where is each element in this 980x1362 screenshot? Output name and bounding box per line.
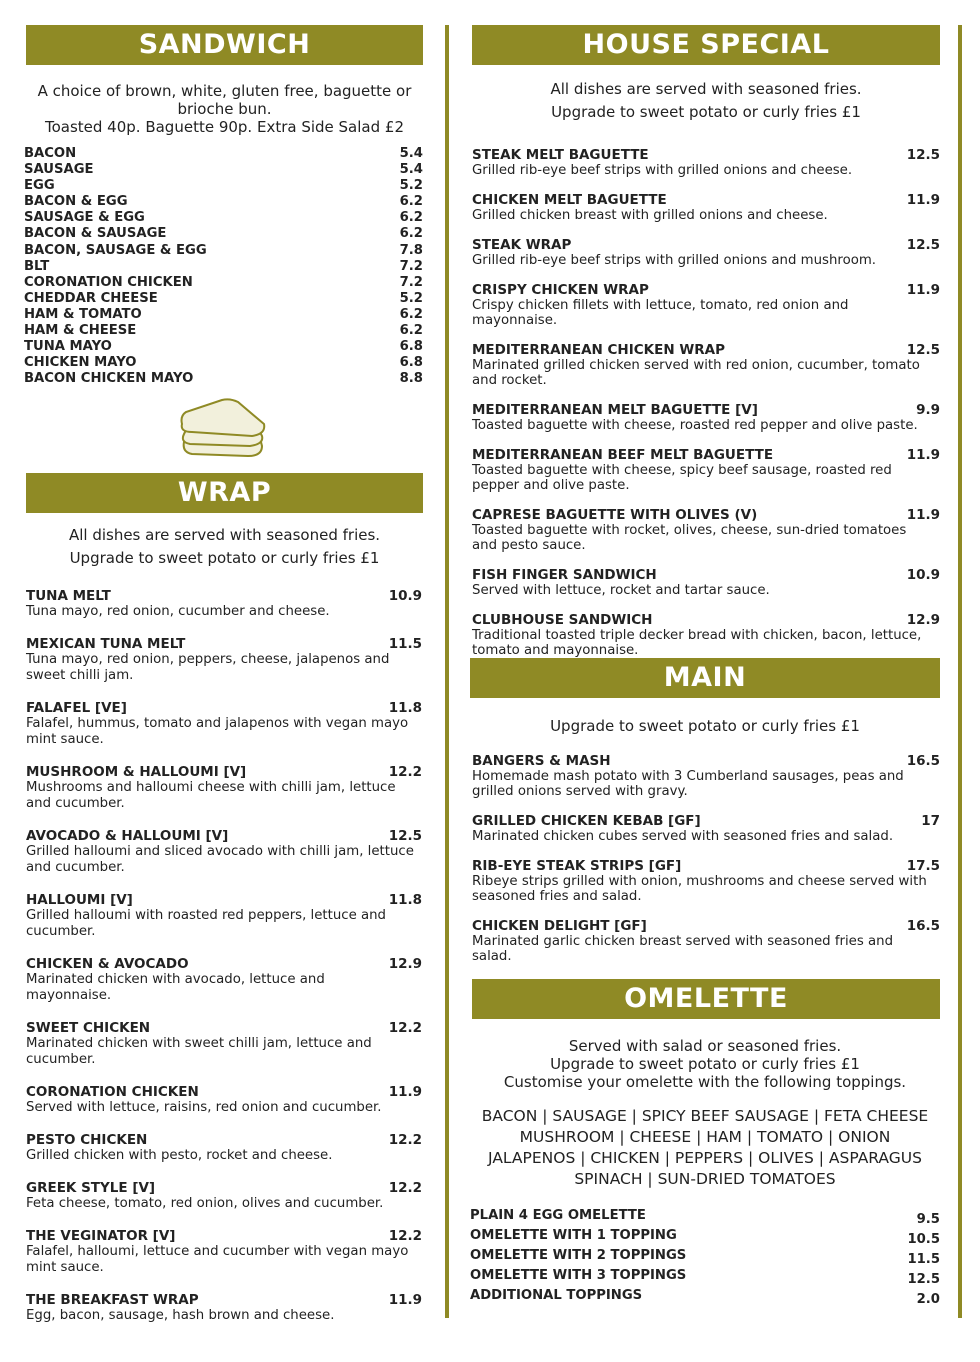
item-name: PESTO CHICKEN: [26, 1132, 148, 1148]
item-name: MEXICAN TUNA MELT: [26, 636, 186, 652]
item-title-row: [472, 814, 940, 829]
house-special-header: HOUSE SPECIAL: [472, 25, 940, 65]
menu-item: [26, 1020, 422, 1068]
item-price: 10.9: [906, 567, 940, 583]
item-description: Grilled halloumi with roasted red peppers, lettuce and cucumber.: [26, 908, 387, 939]
item-price: 11.5: [388, 636, 422, 652]
item-title-row: [472, 403, 940, 418]
item-price: 6.8: [399, 355, 423, 371]
sandwich-header: SANDWICH: [26, 25, 423, 65]
menu-item: [472, 343, 940, 388]
item-description: Ribeye strips grilled with onion, mushrooms and cheese served with seasoned fries and salad.: [472, 874, 927, 904]
sandwich-note-2: Toasted 40p. Baguette 90p. Extra Side Salad £2: [44, 118, 404, 136]
menu-row: [24, 194, 423, 210]
item-price: 6.8: [399, 339, 423, 355]
item-description: Marinated garlic chicken breast served with seasoned fries and salad.: [472, 934, 894, 964]
item-description: Grilled halloumi and sliced avocado with chilli jam, lettuce and cucumber.: [26, 844, 414, 875]
item-title-row: [26, 892, 422, 908]
item-price: 6.2: [399, 306, 423, 322]
item-description: Tuna mayo, red onion, peppers, cheese, jalapenos and sweet chilli jam.: [26, 652, 390, 683]
item-description: Marinated chicken with sweet chilli jam, lettuce and cucumber.: [26, 1036, 372, 1067]
menu-row: [470, 1248, 940, 1268]
menu-item: [472, 568, 940, 598]
item-price: 6.2: [399, 226, 423, 242]
omelette-note-1: Served with salad or seasoned fries.: [568, 1037, 842, 1055]
item-name: CHEDDAR CHEESE: [24, 290, 158, 306]
menu-item: [472, 613, 940, 658]
menu-item: [472, 448, 940, 493]
item-name: OMELETTE WITH 3 TOPPINGS: [470, 1268, 687, 1284]
item-price: 16.5: [906, 918, 940, 934]
item-price: 11.9: [906, 507, 940, 523]
item-title-row: [26, 828, 422, 844]
item-name: BLT: [24, 258, 50, 274]
sandwich-note-1: A choice of brown, white, gluten free, baguette or brioche bun.: [37, 82, 412, 118]
item-name: STEAK MELT BAGUETTE: [472, 147, 649, 163]
item-name: TUNA MELT: [26, 588, 111, 604]
item-description: Falafel, hummus, tomato and jalapenos with vegan mayo mint sauce.: [26, 716, 409, 747]
item-title-row: [472, 343, 940, 358]
menu-item: [472, 508, 940, 553]
item-price: 6.2: [399, 194, 423, 210]
item-name: SAUSAGE & EGG: [24, 210, 145, 226]
item-name: SWEET CHICKEN: [26, 1020, 151, 1036]
item-name: MEDITERRANEAN CHICKEN WRAP: [472, 342, 725, 358]
item-description: Falafel, halloumi, lettuce and cucumber with vegan mayo mint sauce.: [26, 1244, 409, 1275]
item-title-row: [26, 956, 422, 972]
item-title-row: [26, 700, 422, 716]
menu-item: [26, 1292, 422, 1324]
item-name: MUSHROOM & HALLOUMI [V]: [26, 764, 247, 780]
toppings-line: BACON | SAUSAGE | SPICY BEEF SAUSAGE | FETA CHEESE: [481, 1107, 929, 1125]
item-description: Egg, bacon, sausage, hash brown and cheese.: [26, 1308, 335, 1323]
item-name: HAM & TOMATO: [24, 306, 142, 322]
item-price: 17.5: [906, 858, 940, 874]
item-title-row: [472, 568, 940, 583]
item-price: 7.2: [399, 274, 423, 290]
menu-row: [24, 355, 423, 371]
item-price: 16.5: [906, 753, 940, 769]
item-name: CORONATION CHICKEN: [24, 274, 193, 290]
menu-item: [472, 403, 940, 433]
menu-item: [26, 892, 422, 940]
item-name: OMELETTE WITH 1 TOPPING: [470, 1228, 677, 1244]
wrap-note-1: All dishes are served with seasoned fries.: [68, 526, 381, 544]
item-description: Homemade mash potato with 3 Cumberland sausages, peas and grilled onions served with gravy.: [472, 769, 904, 799]
menu-row: [470, 1208, 940, 1228]
wrap-note-2: Upgrade to sweet potato or curly fries £1: [69, 549, 380, 567]
item-description: Toasted baguette with rocket, olives, cheese, sun-dried tomatoes and pesto sauce.: [472, 523, 907, 553]
menu-row: [24, 259, 423, 275]
menu-row: [470, 1268, 940, 1288]
item-description: Grilled rib-eye beef strips with grilled onions and cheese.: [472, 163, 853, 178]
item-title-row: [472, 754, 940, 769]
item-name: AVOCADO & HALLOUMI [V]: [26, 828, 229, 844]
menu-row: [24, 291, 423, 307]
item-name: SAUSAGE: [24, 162, 94, 178]
item-title-row: [472, 148, 940, 163]
item-price: 5.4: [399, 146, 423, 161]
house-special-list: [472, 148, 940, 673]
item-name: BANGERS & MASH: [472, 753, 611, 769]
menu-item: [472, 919, 940, 964]
omelette-note-3: Customise your omelette with the following toppings.: [503, 1073, 907, 1091]
menu-row: [24, 178, 423, 194]
menu-row: [24, 339, 423, 355]
item-name: TUNA MAYO: [24, 339, 112, 355]
item-price: 5.2: [399, 178, 423, 194]
menu-item: [26, 828, 422, 876]
item-name: OMELETTE WITH 2 TOPPINGS: [470, 1248, 687, 1264]
column-divider: [445, 25, 449, 1318]
item-price: 12.2: [388, 1180, 422, 1196]
item-name: CHICKEN DELIGHT [GF]: [472, 918, 647, 934]
menu-item: [26, 1084, 422, 1116]
item-price: 2.0: [916, 1292, 940, 1308]
toppings-line: SPINACH | SUN-DRIED TOMATOES: [574, 1170, 836, 1188]
item-price: 8.8: [399, 371, 423, 387]
item-title-row: [472, 613, 940, 628]
item-name: CORONATION CHICKEN: [26, 1084, 199, 1100]
menu-row: [24, 323, 423, 339]
menu-item: [26, 1228, 422, 1276]
item-description: Marinated chicken with avocado, lettuce and mayonnaise.: [26, 972, 325, 1003]
item-name: CHICKEN & AVOCADO: [26, 956, 189, 972]
item-title-row: [26, 764, 422, 780]
item-name: MEDITERRANEAN BEEF MELT BAGUETTE: [472, 447, 774, 463]
item-title-row: [26, 1180, 422, 1196]
omelette-header: OMELETTE: [472, 979, 940, 1019]
item-name: BACON & EGG: [24, 194, 128, 210]
omelette-toppings: [470, 1106, 940, 1190]
menu-item: [26, 764, 422, 812]
omelette-list: [470, 1208, 940, 1308]
item-title-row: [472, 508, 940, 523]
item-title-row: [472, 283, 940, 298]
item-name: RIB-EYE STEAK STRIPS [GF]: [472, 858, 682, 874]
menu-row: [24, 243, 423, 259]
item-name: CRISPY CHICKEN WRAP: [472, 282, 649, 298]
item-description: Mushrooms and halloumi cheese with chilli jam, lettuce and cucumber.: [26, 780, 396, 811]
item-name: BACON & SAUSAGE: [24, 226, 167, 242]
item-price: 7.2: [399, 258, 423, 274]
item-description: Toasted baguette with cheese, spicy beef sausage, roasted red pepper and olive paste.: [472, 463, 892, 493]
item-name: BACON, SAUSAGE & EGG: [24, 242, 207, 258]
menu-row: [24, 275, 423, 291]
item-price: 11.9: [906, 282, 940, 298]
item-title-row: [472, 919, 940, 934]
menu-item: [26, 956, 422, 1004]
item-name: THE BREAKFAST WRAP: [26, 1292, 199, 1308]
menu-row: [24, 210, 423, 226]
item-price: 12.9: [388, 956, 422, 972]
item-name: CLUBHOUSE SANDWICH: [472, 612, 653, 628]
item-price: 12.5: [906, 237, 940, 253]
item-price: 6.2: [399, 210, 423, 226]
house-note: [472, 78, 940, 124]
item-name: STEAK WRAP: [472, 237, 572, 253]
item-price: 10.9: [388, 588, 422, 604]
menu-item: [472, 754, 940, 799]
item-name: GRILLED CHICKEN KEBAB [GF]: [472, 813, 701, 829]
item-price: 6.2: [399, 323, 423, 339]
item-name: HALLOUMI [V]: [26, 892, 133, 908]
item-description: Feta cheese, tomato, red onion, olives and cucumber.: [26, 1196, 384, 1211]
item-description: Marinated chicken cubes served with seasoned fries and salad.: [472, 829, 894, 844]
house-note-1: All dishes are served with seasoned fries.: [550, 80, 862, 98]
item-price: 10.5: [907, 1232, 940, 1248]
menu-item: [472, 148, 940, 178]
item-price: 11.9: [906, 192, 940, 208]
item-price: 9.9: [916, 402, 940, 418]
menu-row: [24, 146, 423, 162]
menu-item: [472, 193, 940, 223]
item-price: 11.8: [388, 892, 422, 908]
item-price: 11.9: [906, 447, 940, 463]
item-description: Grilled chicken with pesto, rocket and cheese.: [26, 1148, 333, 1163]
item-title-row: [26, 1228, 422, 1244]
item-name: HAM & CHEESE: [24, 323, 137, 339]
wrap-header: WRAP: [26, 473, 423, 513]
sandwich-note: [26, 82, 423, 136]
menu-row: [470, 1228, 940, 1248]
item-price: 5.2: [399, 290, 423, 306]
item-name: BACON CHICKEN MAYO: [24, 371, 194, 387]
item-name: EGG: [24, 178, 55, 194]
item-description: Marinated grilled chicken served with red onion, cucumber, tomato and rocket.: [472, 358, 920, 388]
menu-item: [472, 859, 940, 904]
item-description: Crispy chicken fillets with lettuce, tomato, red onion and mayonnaise.: [472, 298, 849, 328]
item-name: CHICKEN MAYO: [24, 355, 137, 371]
menu-row: [24, 307, 423, 323]
item-description: Toasted baguette with cheese, roasted red pepper and olive paste.: [472, 418, 918, 433]
menu-item: [26, 636, 422, 684]
item-description: Tuna mayo, red onion, cucumber and cheese.: [26, 604, 330, 619]
sandwich-list: [24, 146, 423, 387]
menu-item: [472, 238, 940, 268]
item-price: 12.5: [907, 1272, 940, 1288]
item-name: THE VEGINATOR [V]: [26, 1228, 176, 1244]
menu-row: [24, 226, 423, 242]
item-description: Served with lettuce, rocket and tartar sauce.: [472, 583, 770, 598]
menu-item: [26, 700, 422, 748]
item-description: Grilled rib-eye beef strips with grilled onions and mushroom.: [472, 253, 877, 268]
menu-item: [472, 814, 940, 844]
item-name: MEDITERRANEAN MELT BAGUETTE [V]: [472, 402, 758, 418]
wrap-note: [26, 524, 423, 570]
menu-item: [26, 1180, 422, 1212]
item-name: FALAFEL [VE]: [26, 700, 127, 716]
item-price: 11.5: [907, 1252, 940, 1268]
item-name: ADDITIONAL TOPPINGS: [470, 1288, 643, 1304]
item-price: 12.2: [388, 1020, 422, 1036]
toppings-line: MUSHROOM | CHEESE | HAM | TOMATO | ONION: [519, 1128, 891, 1146]
item-description: Grilled chicken breast with grilled onions and cheese.: [472, 208, 828, 223]
menu-item: [26, 1132, 422, 1164]
item-price: 11.9: [388, 1084, 422, 1100]
omelette-note-2: Upgrade to sweet potato or curly fries £1: [550, 1055, 860, 1073]
item-price: 11.9: [388, 1292, 422, 1308]
item-title-row: [472, 448, 940, 463]
item-title-row: [26, 1020, 422, 1036]
item-title-row: [26, 636, 422, 652]
wrap-list: [26, 588, 422, 1340]
item-name: CAPRESE BAGUETTE WITH OLIVES (V): [472, 507, 758, 523]
main-note: Upgrade to sweet potato or curly fries £1: [550, 717, 860, 735]
item-price: 12.5: [906, 147, 940, 163]
item-title-row: [26, 1292, 422, 1308]
item-price: 11.8: [388, 700, 422, 716]
item-price: 12.2: [388, 1132, 422, 1148]
item-price: 12.2: [388, 1228, 422, 1244]
item-price: 12.9: [906, 612, 940, 628]
main-header: MAIN: [470, 658, 940, 698]
item-title-row: [26, 588, 422, 604]
menu-item: [26, 588, 422, 620]
menu-row: [470, 1288, 940, 1308]
item-name: PLAIN 4 EGG OMELETTE: [470, 1208, 646, 1223]
item-title-row: [472, 193, 940, 208]
item-price: 5.4: [399, 162, 423, 178]
item-description: Traditional toasted triple decker bread with chicken, bacon, lettuce, tomato and mayonnaise.: [472, 628, 922, 658]
menu-item: [472, 283, 940, 328]
item-price: 12.5: [906, 342, 940, 358]
item-price: 12.5: [388, 828, 422, 844]
item-title-row: [26, 1084, 422, 1100]
item-price: 9.5: [916, 1212, 940, 1227]
right-border: [958, 25, 962, 1318]
house-note-2: Upgrade to sweet potato or curly fries £1: [551, 103, 861, 121]
main-list: [472, 754, 940, 979]
toppings-line: JALAPENOS | CHICKEN | PEPPERS | OLIVES | ASPARAGUS: [488, 1149, 922, 1167]
item-title-row: [26, 1132, 422, 1148]
item-title-row: [472, 859, 940, 874]
item-price: 17: [921, 813, 940, 829]
item-description: Served with lettuce, raisins, red onion and cucumber.: [26, 1100, 382, 1115]
menu-row: [24, 371, 423, 387]
item-price: 12.2: [388, 764, 422, 780]
item-name: GREEK STYLE [V]: [26, 1180, 156, 1196]
item-name: BACON: [24, 146, 77, 161]
omelette-note: [470, 1037, 940, 1091]
item-title-row: [472, 238, 940, 253]
item-name: CHICKEN MELT BAGUETTE: [472, 192, 667, 208]
sandwich-icon: [178, 398, 268, 460]
item-name: FISH FINGER SANDWICH: [472, 567, 657, 583]
menu-row: [24, 162, 423, 178]
item-price: 7.8: [399, 242, 423, 258]
